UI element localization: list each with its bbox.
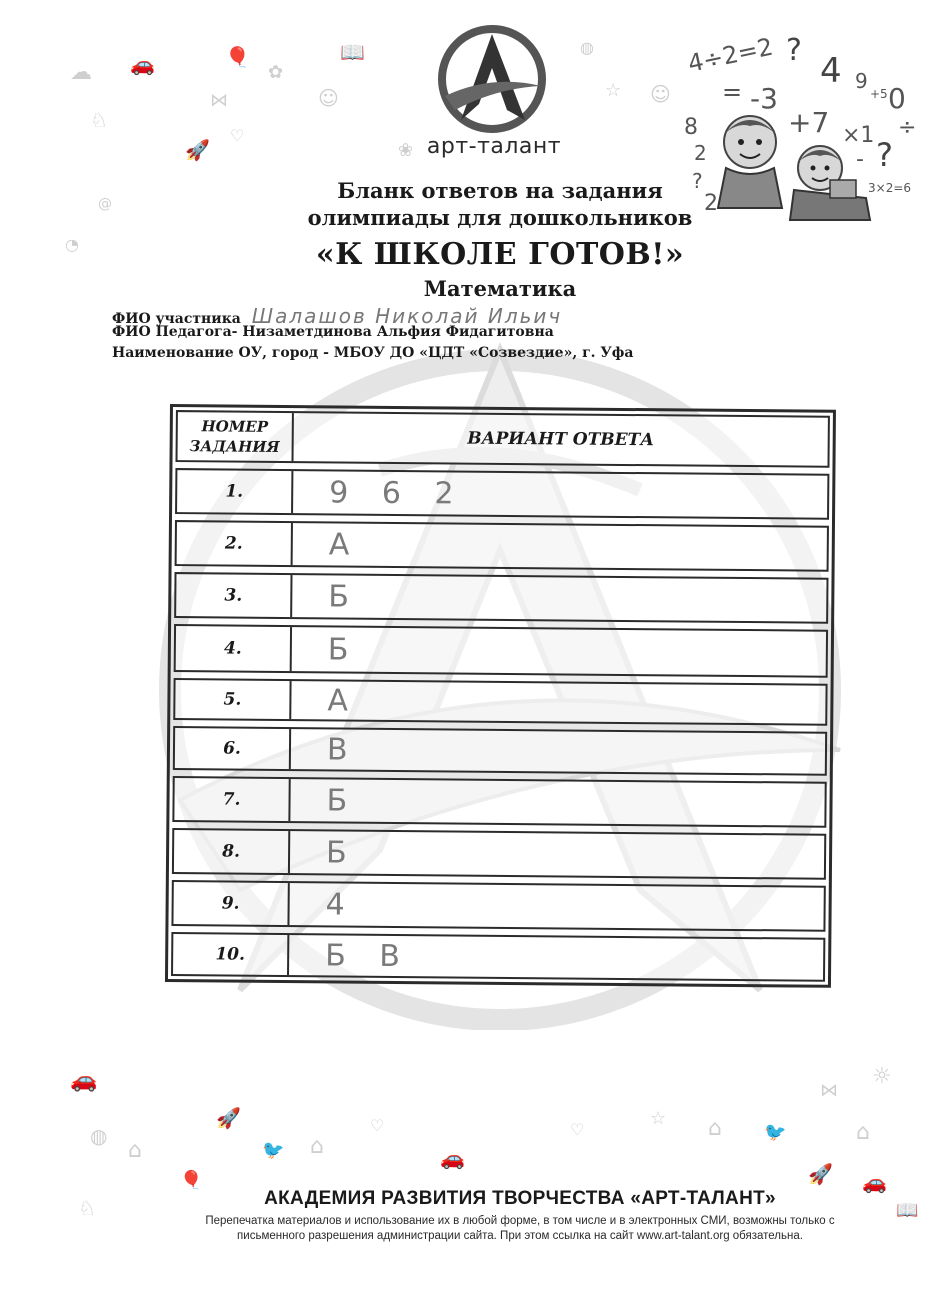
table-header-row [175,410,829,468]
doodle-sun-icon: ☼ [872,1064,892,1089]
doodle-star-icon: ☆ [650,1108,667,1129]
task-number: 3. [176,574,292,617]
title-line-1: Бланк ответов на задания [337,178,663,203]
task-number: 6. [175,728,291,769]
table-row [175,520,829,572]
doodle-house-icon: ⌂ [310,1134,324,1159]
doodle-kid-icon: ☺ [650,82,671,106]
table-row [171,932,825,982]
illus-expr: 4 [820,51,842,91]
illus-expr: = [722,78,743,106]
doodle-car-icon: 🚗 [440,1146,465,1170]
doodle-shell-icon: @ [98,196,112,212]
illus-expr: 2 [694,141,707,165]
doodle-house-icon: ⌂ [708,1116,722,1141]
handwritten-answer: В [326,731,360,768]
table-row [173,726,827,776]
participant-name-handwritten: Шалашов Николай Ильич [251,304,563,328]
doodle-book-icon: 📖 [340,40,365,64]
task-number: 1. [177,470,293,513]
footer-academy-title: АКАДЕМИЯ РАЗВИТИЯ ТВОРЧЕСТВА «АРТ-ТАЛАНТ» [264,1188,776,1209]
header-answer-variant: ВАРИАНТ ОТВЕТА [467,428,655,451]
doodle-heart-icon: ♡ [230,126,245,145]
handwritten-answer: Б [328,578,362,615]
handwritten-answer: Б [326,782,360,819]
illus-expr: +7 [788,106,830,139]
footer-note-line2: письменного разрешения администрации сайта. При этом ссылка на сайт www.art-talant.org обязательна. [237,1230,803,1242]
logo-text: арт-талант [426,134,562,159]
doodle-house-icon: ⌂ [128,1138,142,1163]
doodle-ball-icon: ◍ [90,1124,108,1148]
illus-expr: ? [786,33,802,68]
handwritten-answer: Б В [325,937,413,974]
handwritten-answer: Б [327,631,361,668]
table-row [174,572,828,624]
footer-copyright-note [120,1214,920,1244]
header-task-number-line2: ЗАДАНИЯ [189,437,280,456]
title-line-2: олимпиады для дошкольников [307,205,693,230]
doodle-car-icon: 🚗 [70,1068,98,1093]
art-talant-logo-icon [437,24,547,134]
doodle-drop-icon: ◔ [65,235,79,254]
illus-expr: 0 [888,82,906,115]
handwritten-answer: А [328,526,362,563]
task-number: 9. [173,882,289,925]
doodle-star-icon: ☆ [605,80,622,101]
doodle-book-icon: 📖 [896,1200,919,1221]
illus-expr: ×1 [842,123,875,148]
illus-expr: 2 [704,191,718,216]
table-row [171,880,825,932]
illus-expr: ? [692,169,703,193]
doodle-rattle-icon: ✿ [268,62,284,83]
table-row [174,624,828,678]
participant-label: ФИО участника [112,311,241,327]
doodle-heart-icon: ♡ [570,1120,585,1139]
table-row [172,828,826,880]
answer-table [165,404,836,988]
doodle-house-icon: ⌂ [856,1120,870,1145]
doodle-boy-icon: ☺ [318,86,339,110]
doodle-rocket-icon: 🚀 [216,1106,241,1130]
doodle-balloon-icon: 🎈 [180,1170,203,1191]
illus-expr: 4÷2=2 [685,32,776,78]
task-number: 7. [174,778,290,821]
task-number: 4. [176,626,292,671]
doodle-cloud-icon: ☁ [70,60,92,85]
doodle-balloon-icon: 🎈 [225,45,250,69]
doodle-rocket-icon: 🚀 [808,1162,833,1186]
doodle-rocket-icon: 🚀 [185,138,210,162]
doodle-fish-icon: ⋈ [820,1080,838,1101]
task-number: 10. [173,934,289,975]
header-task-number [178,412,294,461]
doodle-bird-icon: 🐦 [764,1122,787,1143]
doodle-bird-icon: 🐦 [262,1140,285,1161]
illus-expr: 8 [684,115,698,140]
teacher-line: ФИО Педагога- Низаметдинова Альфия Фидагитовна [112,324,554,340]
doodle-heart-icon: ♡ [370,1116,385,1135]
doodle-flower-icon: ❀ [398,140,414,161]
illus-expr: ? [876,136,893,174]
handwritten-answer: 4 [325,886,357,923]
handwritten-answer: 9 6 2 [329,474,466,512]
doodle-car-icon: 🚗 [130,52,155,76]
table-row [175,468,829,520]
illus-expr: ÷ [898,115,917,140]
doodle-car-icon: 🚗 [862,1170,887,1194]
organization-line: Наименование ОУ, город - МБОУ ДО «ЦДТ «Созвездие», г. Уфа [112,345,634,361]
task-number: 8. [174,830,290,873]
illus-expr: -3 [750,82,778,115]
doodle-ball-icon: ◍ [580,38,594,57]
subject-title: Математика [423,276,577,301]
doodle-stroller-icon: ♘ [78,1196,96,1220]
task-number: 5. [175,680,291,719]
doodle-fish-icon: ⋈ [210,90,228,111]
doodle-stroller-icon: ♘ [90,108,108,132]
illus-expr: 3×2=6 [868,181,912,195]
table-row [172,776,826,828]
task-number: 2. [177,522,293,565]
footer-note-line1: Перепечатка материалов и использование их в любой форме, в том числе и в электронных СМИ, возможны только с [205,1215,835,1227]
olympiad-name: «К ШКОЛЕ ГОТОВ!» [315,237,685,272]
illus-expr: +5 [870,87,888,101]
illus-expr: - [856,147,864,172]
table-row [173,678,827,726]
handwritten-answer: Б [325,834,359,871]
handwritten-answer: А [327,682,361,719]
header-task-number-line1: НОМЕР [201,417,269,436]
illus-expr: 9 [855,69,868,93]
